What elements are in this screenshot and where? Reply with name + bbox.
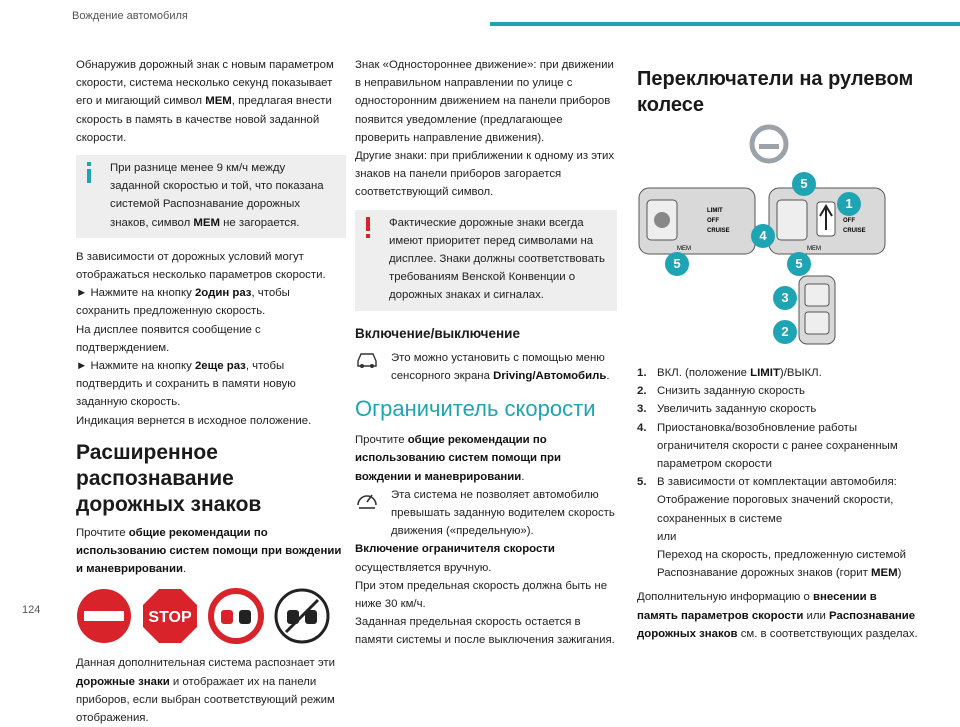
warning-box [355, 210, 617, 311]
speedometer-icon [355, 488, 379, 516]
subsection-heading: Включение/выключение [355, 325, 520, 341]
svg-text:MEM: MEM [807, 246, 821, 252]
paragraph: В зависимости от дорожных условий могут отображаться несколько параметров скорости. [76, 250, 326, 282]
svg-text:CRUISE: CRUISE [707, 228, 730, 234]
list-item: 3. Увеличить заданную скорость [637, 403, 817, 416]
paragraph: Индикация вернется в исходное положение. [76, 414, 312, 427]
info-text: При разнице менее 9 км/ч между заданной скоростью и той, что показана системой Распознавание дорожных знаков, символ MEM не загорается. [110, 162, 324, 229]
steering-wheel-icon [749, 124, 789, 164]
column-1 [76, 56, 346, 727]
info-box [76, 155, 346, 238]
stalk-side-view-illustration [795, 274, 839, 348]
onoff-note: Это можно установить с помощью меню сенсорного экрана Driving/Автомобиль. [355, 349, 617, 385]
limiter-note: Эта система не позволяет автомобилю превышать заданную водителем скорость движения («предельную»). [355, 486, 617, 541]
list-item: 4. Приостановка/возобновление работы ограничителя скорости с ранее сохраненным параметром скорости [637, 421, 898, 471]
section-heading: Переключатели на рулевом колесе [637, 68, 914, 116]
section-heading: Расширенное распознавание дорожных знаков [76, 440, 262, 516]
callout-4: 4 [751, 224, 775, 248]
stalk-left-illustration [637, 184, 757, 264]
car-icon [355, 351, 379, 375]
list-item: 2. Снизить заданную скорость [637, 385, 805, 398]
warning-text: Фактические дорожные знаки всегда имеют приоритет перед символами на дисплее. Знаки должны соответствовать требованиям Венской Конвенции о дорожных знаках и сигналах. [389, 216, 605, 302]
callout-5: 5 [792, 172, 816, 196]
read-note: Прочтите общие рекомендации по использованию систем помощи при вождении и маневрировании. [76, 526, 342, 576]
svg-text:STOP: STOP [148, 609, 192, 627]
callout-1: 1 [837, 192, 861, 216]
list-item: 1. ВКЛ. (положение LIMIT)/ВЫКЛ. [637, 367, 822, 379]
read-note: Прочтите общие рекомендации по использованию систем помощи при вождении и маневрировании. [355, 434, 561, 483]
no-overtaking-sign-icon [208, 588, 264, 644]
callout-5: 5 [665, 252, 689, 276]
paragraph: Заданная предельная скорость остается в памяти системы и после выключения зажигания. [355, 616, 615, 647]
step: ► Нажмите на кнопку 2один раз, чтобы сохранить предложенную скорость. [76, 287, 290, 318]
paragraph: Знак «Одностороннее движение»: при движении в неправильном направлении по улице с односторонним движением на панели приборов появится уведомление (предлагающее проверить направление движения). [355, 59, 614, 144]
page-number: 124 [22, 604, 41, 616]
svg-text:OFF: OFF [843, 218, 855, 224]
svg-text:MEM: MEM [677, 246, 691, 252]
stop-sign-icon [142, 588, 198, 644]
end-no-overtaking-sign-icon [274, 588, 330, 644]
info-icon [82, 161, 96, 191]
steering-controls-illustration [637, 124, 919, 356]
callout-3: 3 [773, 286, 797, 310]
callout-2: 2 [773, 320, 797, 344]
header-accent-bar [490, 22, 960, 26]
paragraph: осуществляется вручную. [355, 561, 492, 574]
step: ► Нажмите на кнопку 2еще раз, чтобы подтвердить и сохранить в памяти новую заданную скорость. [76, 360, 296, 409]
column-2 [355, 56, 617, 650]
running-header: Вождение автомобиля [72, 10, 188, 22]
section-heading-limiter: Ограничитель скорости [355, 396, 596, 422]
road-signs-row [76, 588, 346, 644]
svg-text:OFF: OFF [707, 218, 719, 224]
paragraph: Данная дополнительная система распознает эти дорожные знаки и отображает их на панели приборов, если выбран соответствующий режим отображения. [76, 657, 335, 725]
paragraph: Обнаружив дорожный знак с новым параметром скорости, система несколько секунд показывает его и мигающий символ MEM, предлагая внести скорость в память в качестве новой заданной скорости. [76, 59, 334, 144]
paragraph: Другие знаки: при приближении к одному из этих знаков на панели приборов загорается соответствующий символ. [355, 150, 615, 199]
paragraph: При этом предельная скорость должна быть не ниже 30 км/ч. [355, 579, 608, 611]
column-3 [637, 56, 919, 643]
svg-text:CRUISE: CRUISE [843, 228, 866, 234]
more-info-note: Дополнительную информацию о внесении в память параметров скорости или Распознавание дорожных знаков см. в соответствующих разделах. [637, 591, 918, 640]
callout-5: 5 [787, 252, 811, 276]
controls-legend-list [637, 364, 919, 582]
paragraph: На дисплее появится сообщение с подтверждением. [76, 323, 261, 354]
svg-text:LIMIT: LIMIT [707, 208, 723, 214]
no-entry-sign-icon [76, 588, 132, 644]
enable-heading: Включение ограничителя скорости [355, 543, 555, 556]
warning-icon [361, 216, 375, 246]
list-item: 5. В зависимости от комплектации автомобиля: Отображение пороговых значений скорости, сохраненных в системе или Переход на скорость, предложенную системой Распознавание дорожных знаков (горит MEM) [637, 476, 907, 580]
stalk-right-illustration [767, 184, 887, 264]
